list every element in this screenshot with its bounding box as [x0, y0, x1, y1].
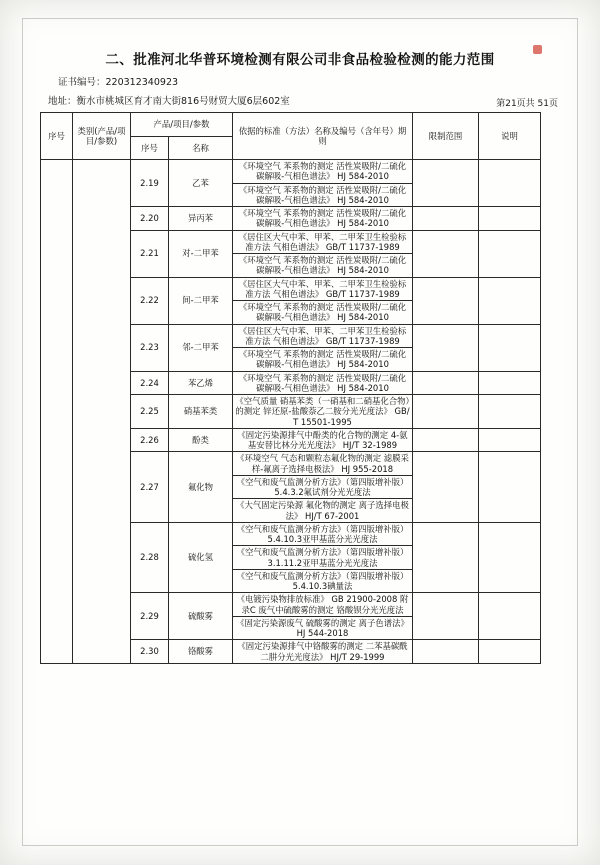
row-standard: 《环境空气 苯系物的测定 活性炭吸附/二硫化碳解吸-气相色谱法》 HJ 584-2010: [233, 348, 413, 372]
row-product-name: 氟化物: [169, 452, 233, 523]
red-seal-mark: [533, 45, 542, 54]
row-limit: [413, 395, 479, 429]
row-note: [479, 230, 541, 277]
header-product-group: 产品/项目/参数: [131, 113, 233, 137]
header-standard: 依据的标准（方法）名称及编号（含年号）期则: [233, 113, 413, 160]
row-product-name: 酚类: [169, 428, 233, 452]
row-standard: 《空气质量 硝基苯类（一硝基和二硝基化合物）的测定 锌还原-盐酸萘乙二胺分光光度法》 GB/T 15501-1995: [233, 395, 413, 429]
row-product-name: 异丙苯: [169, 207, 233, 231]
row-note: [479, 593, 541, 640]
row-standard: 《电镀污染物排放标准》 GB 21900-2008 附录C 废气中硫酸雾的测定 铬酸钡分光光度法: [233, 593, 413, 617]
row-product-name: 乙苯: [169, 160, 233, 207]
header-limit: 限制范围: [413, 113, 479, 160]
row-product-seq: 2.25: [131, 395, 169, 429]
row-standard: 《居住区大气中苯、甲苯、二甲苯卫生检验标准方法 气相色谱法》 GB/T 11737-1989: [233, 324, 413, 348]
row-product-name: 铬酸雾: [169, 640, 233, 664]
row-product-seq: 2.24: [131, 371, 169, 395]
row-limit: [413, 160, 479, 207]
row-standard: 《大气固定污染源 氟化物的测定 离子选择电极法》 HJ/T 67-2001: [233, 499, 413, 523]
table-row: [41, 160, 541, 184]
page-number: 第21页共 51页: [496, 99, 558, 109]
row-product-seq: 2.30: [131, 640, 169, 664]
row-standard: 《环境空气 苯系物的测定 活性炭吸附/二硫化碳解吸-气相色谱法》 HJ 584-2010: [233, 207, 413, 231]
address-line: 地址：衡水市桃城区育才南大街816号财贸大厦6层602室: [48, 96, 290, 107]
row-standard: 《居住区大气中苯、甲苯、二甲苯卫生检验标准方法 气相色谱法》 GB/T 11737-1989: [233, 230, 413, 254]
row-standard: 《空气和废气监测分析方法》（第四版增补版）5.4.10.3亚甲基蓝分光光度法: [233, 522, 413, 546]
row-product-seq: 2.19: [131, 160, 169, 207]
row-standard: 《环境空气 苯系物的测定 活性炭吸附/二硫化碳解吸-气相色谱法》 HJ 584-2010: [233, 254, 413, 278]
row-product-seq: 2.29: [131, 593, 169, 640]
row-seq-merged: [41, 160, 73, 664]
row-product-seq: 2.27: [131, 452, 169, 523]
row-product-seq: 2.20: [131, 207, 169, 231]
row-note: [479, 640, 541, 664]
row-standard: 《环境空气 苯系物的测定 活性炭吸附/二硫化碳解吸-气相色谱法》 HJ 584-2010: [233, 301, 413, 325]
row-product-name: 邻-二甲苯: [169, 324, 233, 371]
row-product-name: 硫酸雾: [169, 593, 233, 640]
row-standard: 《空气和废气监测分析方法》（第四版增补版）3.1.11.2亚甲基蓝分光光度法: [233, 546, 413, 570]
row-standard: 《环境空气 苯系物的测定 活性炭吸附/二硫化碳解吸-气相色谱法》 HJ 584-2010: [233, 183, 413, 207]
row-product-seq: 2.23: [131, 324, 169, 371]
row-note: [479, 207, 541, 231]
row-standard: 《环境空气 苯系物的测定 活性炭吸附/二硫化碳解吸-气相色谱法》 HJ 584-2010: [233, 160, 413, 184]
page-title: 二、批准河北华普环境检测有限公司非食品检验检测的能力范围: [105, 52, 495, 68]
row-product-name: 对-二甲苯: [169, 230, 233, 277]
row-limit: [413, 371, 479, 395]
row-standard: 《环境空气 苯系物的测定 活性炭吸附/二硫化碳解吸-气相色谱法》 HJ 584-2010: [233, 371, 413, 395]
row-limit: [413, 428, 479, 452]
header-product-seq: 序号: [131, 136, 169, 160]
row-limit: [413, 277, 479, 324]
header-category: 类别(产品/项目/参数): [73, 113, 131, 160]
certificate-number: 证书编号：220312340923: [58, 77, 179, 88]
row-standard: 《环境空气 气态和颗粒态氟化物的测定 滤膜采样-氟离子选择电极法》 HJ 955-2018: [233, 452, 413, 476]
header-product-name: 名称: [169, 136, 233, 160]
row-note: [479, 277, 541, 324]
row-product-name: 硫化氢: [169, 522, 233, 593]
row-standard: 《固定污染源排气中铬酸雾的测定 二苯基碳酰二肼分光光度法》 HJ/T 29-1999: [233, 640, 413, 664]
row-limit: [413, 207, 479, 231]
row-product-name: 间-二甲苯: [169, 277, 233, 324]
row-note: [479, 395, 541, 429]
row-product-name: 苯乙烯: [169, 371, 233, 395]
row-standard: 《固定污染源废气 硫酸雾的测定 离子色谱法》 HJ 544-2018: [233, 616, 413, 640]
row-product-seq: 2.26: [131, 428, 169, 452]
row-product-seq: 2.28: [131, 522, 169, 593]
row-limit: [413, 640, 479, 664]
row-note: [479, 371, 541, 395]
row-note: [479, 428, 541, 452]
row-standard: 《空气和废气监测分析方法》（第四版增补版）5.4.3.2氟试剂分光光度法: [233, 475, 413, 499]
capability-table: [40, 112, 541, 664]
header-seq: 序号: [41, 113, 73, 160]
row-note: [479, 522, 541, 593]
row-product-seq: 2.21: [131, 230, 169, 277]
row-standard: 《空气和废气监测分析方法》（第四版增补版）5.4.10.3碘量法: [233, 569, 413, 593]
row-standard: 《居住区大气中苯、甲苯、二甲苯卫生检验标准方法 气相色谱法》 GB/T 11737-1989: [233, 277, 413, 301]
row-note: [479, 452, 541, 523]
row-limit: [413, 593, 479, 640]
row-standard: 《固定污染源排气中酚类的化合物的测定 4-氨基安替比林分光光度法》 HJ/T 32-1989: [233, 428, 413, 452]
table-header-row-1: [41, 113, 541, 137]
row-limit: [413, 230, 479, 277]
row-note: [479, 160, 541, 207]
row-limit: [413, 324, 479, 371]
header-note: 说明: [479, 113, 541, 160]
row-product-name: 硝基苯类: [169, 395, 233, 429]
row-product-seq: 2.22: [131, 277, 169, 324]
row-limit: [413, 522, 479, 593]
row-limit: [413, 452, 479, 523]
row-category-merged: [73, 160, 131, 664]
row-note: [479, 324, 541, 371]
